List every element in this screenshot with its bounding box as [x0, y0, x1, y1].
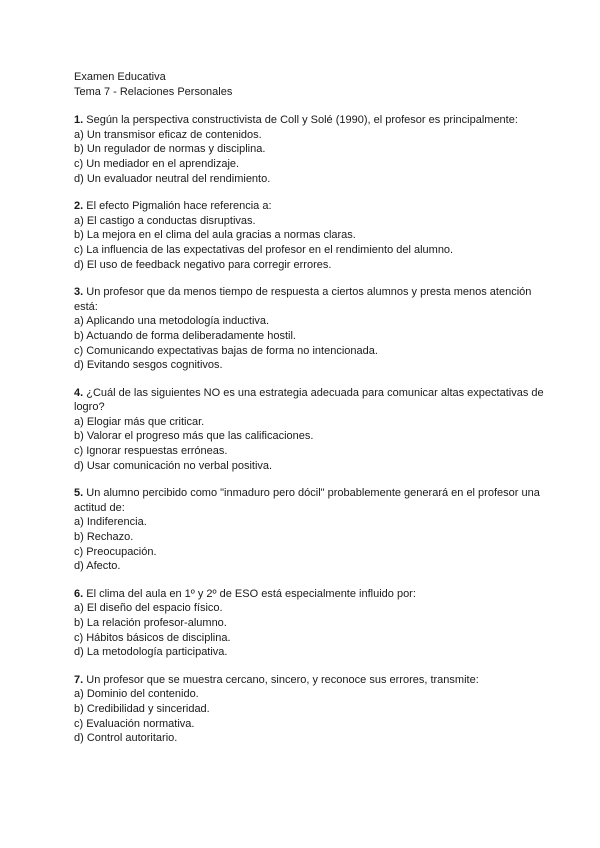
question-prompt: Un profesor que da menos tiempo de respuesta a ciertos alumnos y presta menos atención está: — [74, 286, 532, 313]
question-2 — [74, 199, 544, 272]
options-list — [74, 214, 544, 272]
document-page — [74, 70, 544, 746]
question-prompt: Un profesor que se muestra cercano, sincero, y reconoce sus errores, transmite: — [83, 673, 479, 686]
option-c: c) Preocupación. — [74, 545, 157, 558]
option-a: a) Indiferencia. — [74, 516, 147, 529]
option-d: d) Un evaluador neutral del rendimiento. — [74, 172, 271, 185]
question-text — [74, 285, 544, 314]
question-text — [74, 486, 544, 515]
options-list — [74, 415, 544, 473]
question-number: 6. — [74, 587, 84, 600]
question-4 — [74, 386, 544, 474]
option-d: d) Evitando sesgos cognitivos. — [74, 359, 223, 372]
option-b: b) Rechazo. — [74, 531, 134, 544]
question-text — [74, 386, 544, 415]
exam-title: Examen Educativa — [74, 71, 166, 83]
question-text — [74, 587, 544, 602]
question-7 — [74, 673, 544, 746]
option-a: a) Aplicando una metodología inductiva. — [74, 315, 270, 328]
question-text — [74, 199, 544, 214]
option-c: c) Comunicando expectativas bajas de forma no intencionada. — [74, 344, 378, 357]
exam-subtitle: Tema 7 - Relaciones Personales — [74, 85, 233, 98]
options-list — [74, 128, 544, 186]
question-number: 1. — [74, 114, 84, 127]
question-prompt: ¿Cuál de las siguientes NO es una estrategia adecuada para comunicar altas expectativas de logro? — [74, 386, 544, 414]
option-b: b) Credibilidad y sinceridad. — [74, 702, 210, 715]
option-b: b) Un regulador de normas y disciplina. — [74, 143, 266, 156]
question-text — [74, 673, 544, 688]
question-number: 4. — [74, 386, 84, 399]
option-b: b) Valorar el progreso más que las calificaciones. — [74, 430, 314, 443]
option-c: c) Evaluación normativa. — [74, 717, 195, 730]
question-number: 7. — [74, 673, 84, 686]
question-number: 5. — [74, 487, 84, 500]
question-number: 3. — [74, 286, 84, 299]
options-list — [74, 314, 544, 372]
question-3 — [74, 285, 544, 373]
question-prompt: El efecto Pigmalión hace referencia a: — [83, 200, 272, 213]
option-d: d) Afecto. — [74, 560, 121, 573]
option-a: a) Elogiar más que criticar. — [74, 415, 205, 428]
options-list — [74, 601, 544, 659]
option-c: c) La influencia de las expectativas del profesor en el rendimiento del alumno. — [74, 243, 454, 256]
option-b: b) La mejora en el clima del aula gracias a normas claras. — [74, 229, 356, 242]
options-list — [74, 515, 544, 573]
option-c: c) Ignorar respuestas erróneas. — [74, 445, 228, 458]
option-a: a) El castigo a conductas disruptivas. — [74, 214, 256, 227]
option-c: c) Un mediador en el aprendizaje. — [74, 157, 240, 170]
question-text — [74, 113, 544, 128]
option-d: d) Usar comunicación no verbal positiva. — [74, 459, 273, 472]
option-b: b) La relación profesor-alumno. — [74, 617, 227, 629]
option-a: a) El diseño del espacio físico. — [74, 602, 223, 615]
options-list — [74, 687, 544, 745]
question-prompt: Un alumno percibido como "inmaduro pero dócil" probablemente generará en el profesor una actitud de: — [74, 487, 540, 514]
option-d: d) El uso de feedback negativo para corregir errores. — [74, 258, 332, 271]
question-prompt: El clima del aula en 1º y 2º de ESO está especialmente influido por: — [83, 587, 416, 600]
question-5 — [74, 486, 544, 574]
option-c: c) Hábitos básicos de disciplina. — [74, 631, 231, 644]
option-b: b) Actuando de forma deliberadamente hostil. — [74, 329, 296, 342]
question-number: 2. — [74, 200, 84, 213]
option-d: d) La metodología participativa. — [74, 646, 228, 659]
question-prompt: Según la perspectiva constructivista de Coll y Solé (1990), el profesor es principalmente: — [83, 114, 518, 127]
option-a: a) Dominio del contenido. — [74, 688, 199, 701]
question-1 — [74, 113, 544, 186]
option-d: d) Control autoritario. — [74, 732, 178, 745]
option-a: a) Un transmisor eficaz de contenidos. — [74, 128, 262, 141]
question-6 — [74, 587, 544, 660]
